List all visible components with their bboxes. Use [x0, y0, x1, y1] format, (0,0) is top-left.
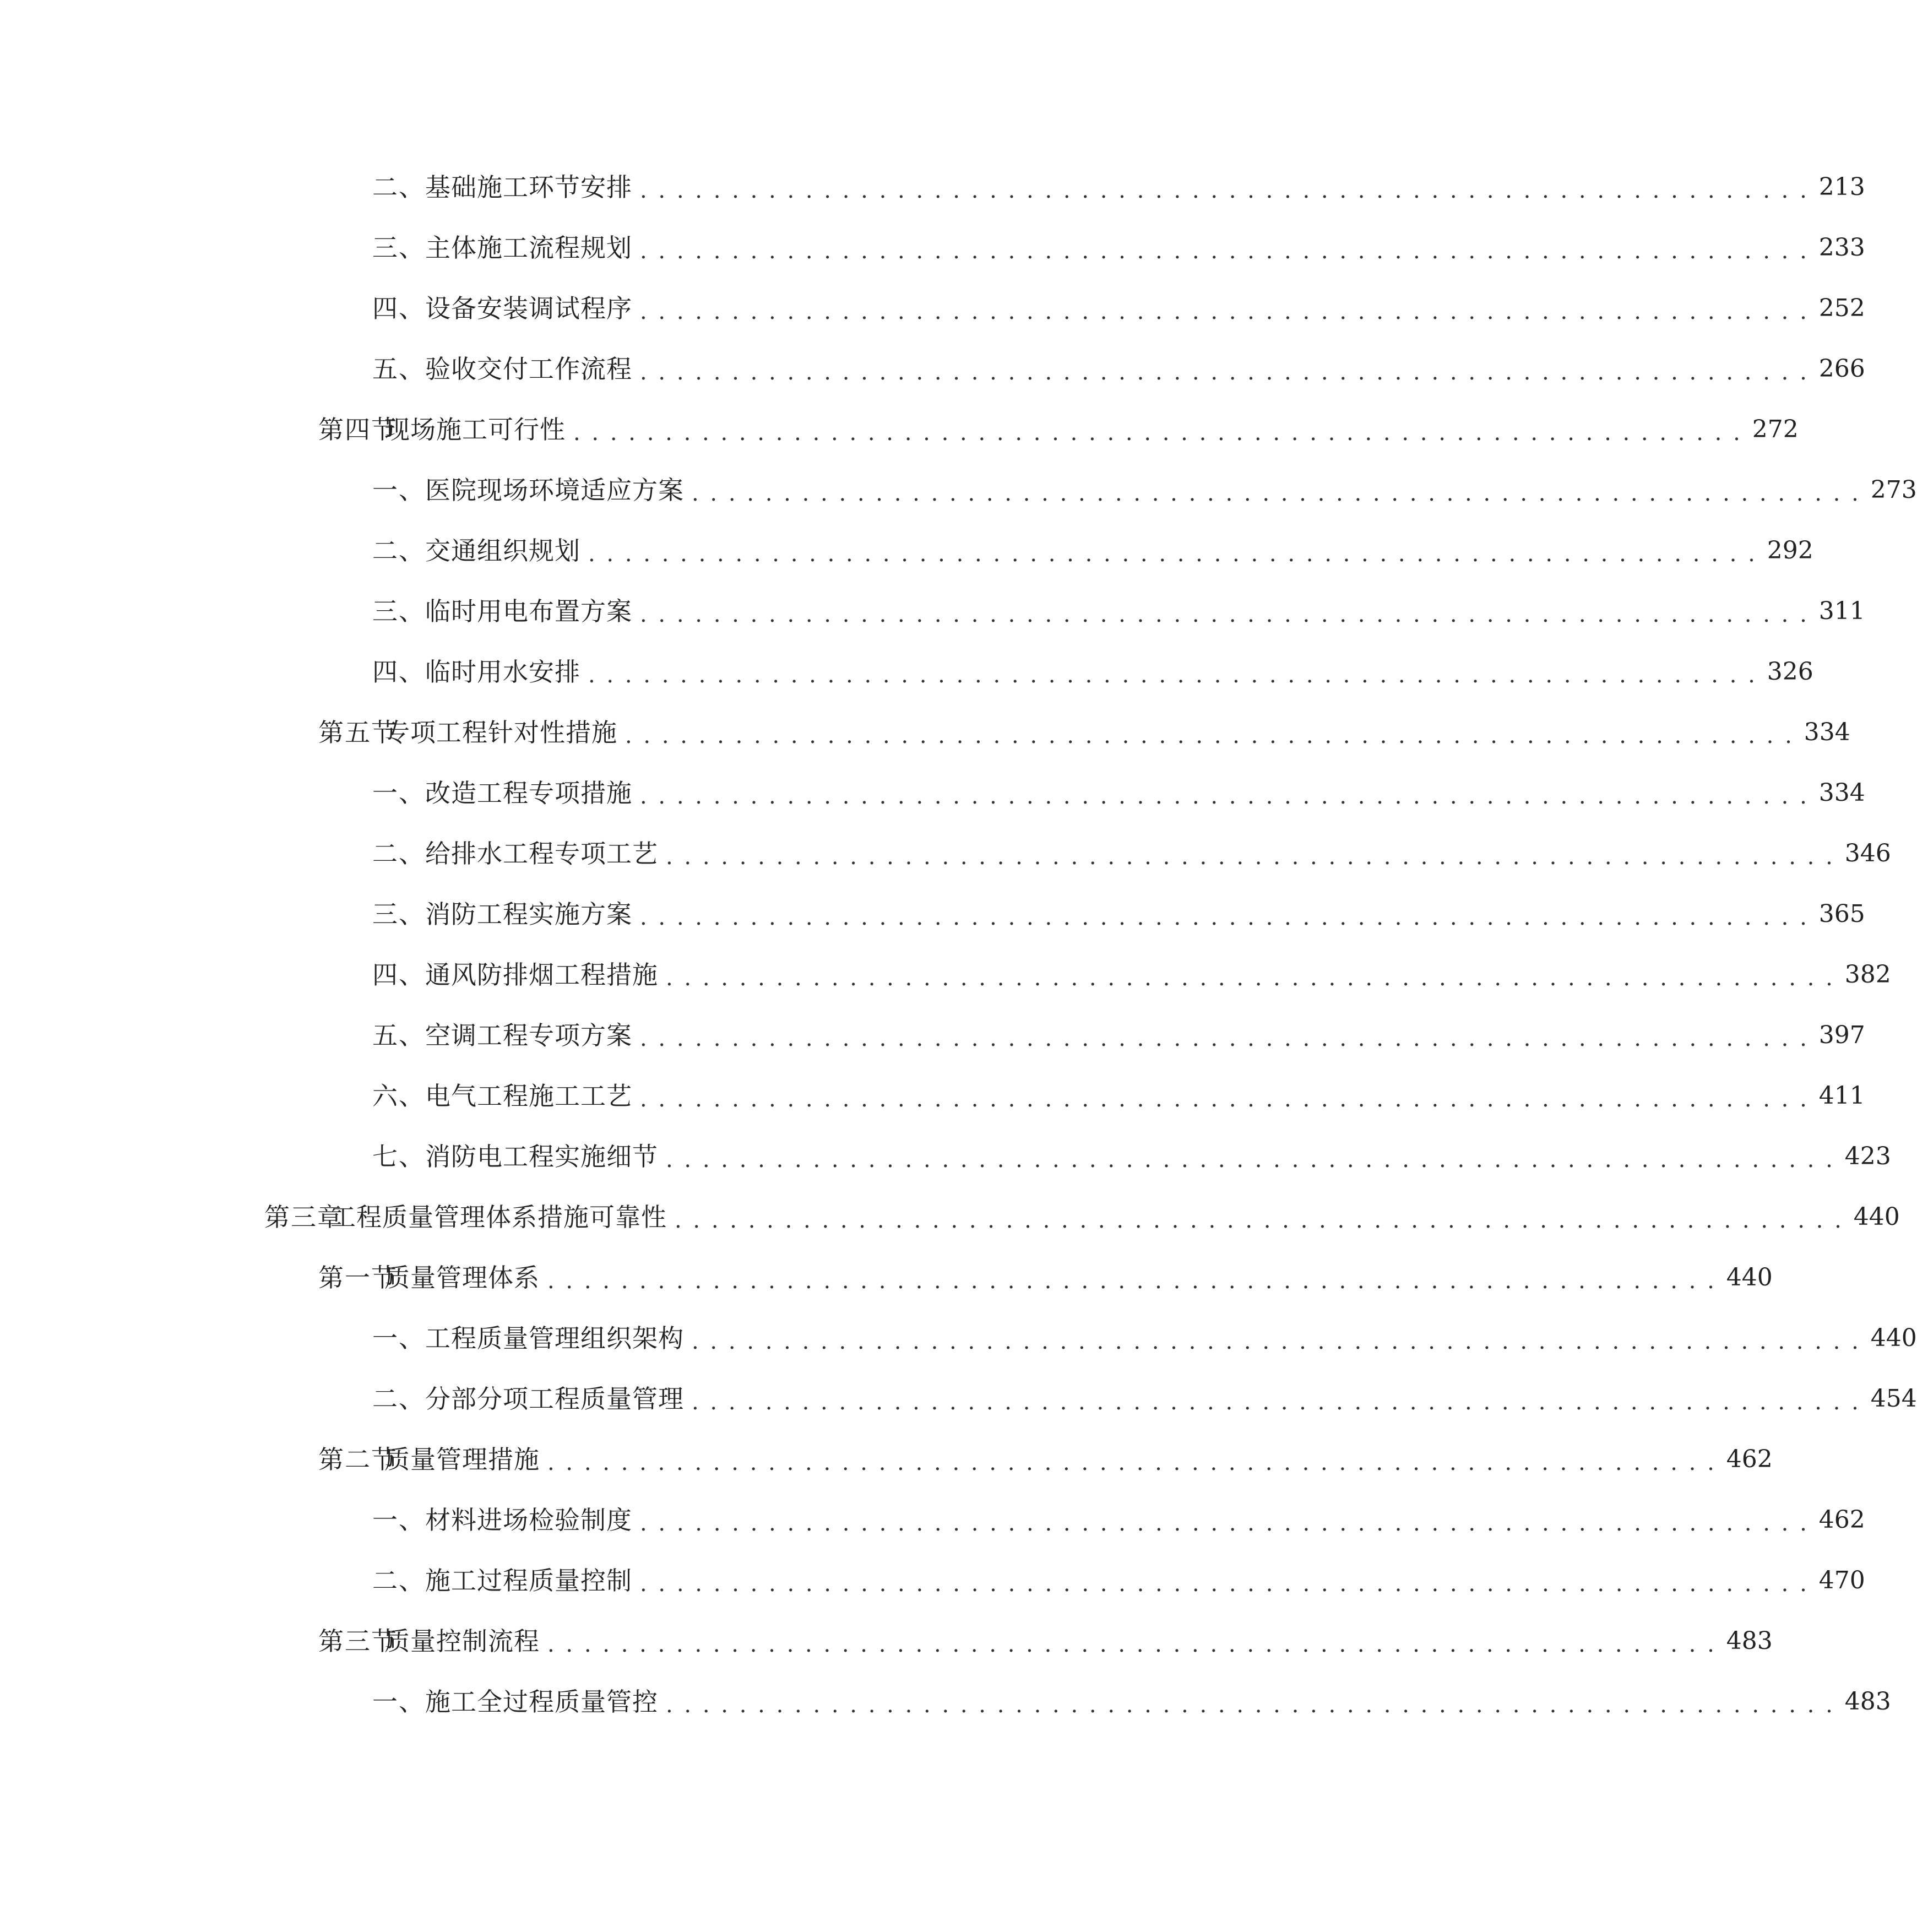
toc-entry-title: 基础施工环节安排 [425, 172, 632, 202]
toc-dot-leader: . . . . . . . . . . . . . . . . . . . . . . . . . . . . . . . . . . . . . . . . . . . . . . . . . . . . . . . . . . . . . . . . [640, 238, 1809, 264]
toc-entry[interactable] [0, 945, 1891, 1005]
toc-entry[interactable] [0, 218, 1865, 278]
toc-dot-leader: . . . . . . . . . . . . . . . . . . . . . . . . . . . . . . . . . . . . . . . . . . . . . . . . . . . . . . . . . . . . . . . . [640, 1026, 1809, 1051]
toc-dot-leader: . . . . . . . . . . . . . . . . . . . . . . . . . . . . . . . . . . . . . . . . . . . . . . . . . . . . . . . . . . . . . . . . [547, 1268, 1717, 1294]
toc-entry[interactable] [0, 1126, 1891, 1187]
toc-entry-title: 消防电工程实施细节 [425, 1142, 658, 1171]
toc-dot-leader: . . . . . . . . . . . . . . . . . . . . . . . . . . . . . . . . . . . . . . . . . . . . . . . . . . . . . . . . . . . . . . . . [675, 1208, 1844, 1233]
toc-entry-number: 二、 [372, 536, 425, 566]
toc-dot-leader: . . . . . . . . . . . . . . . . . . . . . . . . . . . . . . . . . . . . . . . . . . . . . . . . . . . . . . . . . . . . . . . . [640, 602, 1809, 627]
toc-dot-leader: . . . . . . . . . . . . . . . . . . . . . . . . . . . . . . . . . . . . . . . . . . . . . . . . . . . . . . . . . . . . . . . . [547, 1450, 1717, 1475]
toc-dot-leader: . . . . . . . . . . . . . . . . . . . . . . . . . . . . . . . . . . . . . . . . . . . . . . . . . . . . . . . . . . . . . . . . [692, 1329, 1861, 1354]
toc-entry[interactable] [0, 157, 1865, 218]
toc-entry-number: 一、 [372, 778, 425, 808]
toc-entry[interactable] [0, 1066, 1865, 1126]
toc-dot-leader: . . . . . . . . . . . . . . . . . . . . . . . . . . . . . . . . . . . . . . . . . . . . . . . . . . . . . . . . . . . . . . . . [640, 1511, 1809, 1536]
toc-entry-number: 三、 [372, 899, 425, 929]
toc-entry-title: 质量管理体系 [384, 1263, 540, 1293]
toc-entry-title: 给排水工程专项工艺 [425, 839, 658, 869]
toc-entry-page: 326 [1767, 658, 1813, 686]
toc-entry[interactable] [0, 1550, 1865, 1611]
toc-dot-leader: . . . . . . . . . . . . . . . . . . . . . . . . . . . . . . . . . . . . . . . . . . . . . . . . . . . . . . . . . . . . . . . . [666, 1147, 1835, 1173]
toc-entry-page: 483 [1726, 1627, 1773, 1655]
toc-entry[interactable] [0, 520, 1813, 581]
toc-entry[interactable] [0, 1490, 1865, 1550]
toc-entry-number: 第四节 [318, 415, 398, 444]
toc-dot-leader: . . . . . . . . . . . . . . . . . . . . . . . . . . . . . . . . . . . . . . . . . . . . . . . . . . . . . . . . . . . . . . . . [640, 784, 1809, 809]
toc-entry-page: 311 [1818, 597, 1865, 625]
toc-entry-number: 第五节 [318, 718, 398, 747]
toc-dot-leader: . . . . . . . . . . . . . . . . . . . . . . . . . . . . . . . . . . . . . . . . . . . . . . . . . . . . . . . . . . . . . . . . [547, 1632, 1717, 1657]
toc-entry[interactable] [0, 1671, 1891, 1732]
toc-entry-title: 现场施工可行性 [384, 415, 566, 444]
toc-entry-number: 五、 [372, 1021, 425, 1050]
toc-entry-number: 五、 [372, 354, 425, 384]
toc-entry-page: 252 [1818, 294, 1865, 322]
toc-entry-page: 411 [1818, 1082, 1865, 1110]
toc-entry[interactable] [0, 1308, 1917, 1369]
toc-dot-leader: . . . . . . . . . . . . . . . . . . . . . . . . . . . . . . . . . . . . . . . . . . . . . . . . . . . . . . . . . . . . . . . . [640, 178, 1809, 203]
toc-entry-page: 440 [1870, 1324, 1917, 1352]
toc-entry-page: 483 [1844, 1687, 1891, 1716]
toc-entry-title: 工程质量管理体系措施可靠性 [330, 1202, 667, 1232]
toc-entry-title: 空调工程专项方案 [425, 1021, 632, 1050]
toc-entry-number: 第三章 [264, 1202, 344, 1232]
toc-entry-title: 材料进场检验制度 [425, 1505, 632, 1535]
toc-dot-leader: . . . . . . . . . . . . . . . . . . . . . . . . . . . . . . . . . . . . . . . . . . . . . . . . . . . . . . . . . . . . . . . . [640, 1087, 1809, 1112]
toc-section-entry[interactable] [0, 1611, 1773, 1671]
toc-entry-title: 临时用电布置方案 [425, 596, 632, 626]
toc-entry-page: 462 [1726, 1445, 1773, 1473]
toc-entry-title: 专项工程针对性措施 [384, 718, 617, 747]
toc-entry-page: 272 [1752, 415, 1799, 443]
toc-entry-number: 四、 [372, 657, 425, 687]
toc-entry-number: 三、 [372, 596, 425, 626]
toc-section-entry[interactable] [0, 399, 1799, 460]
toc-entry-number: 一、 [372, 475, 425, 505]
toc-entry-page: 365 [1818, 900, 1865, 928]
table-of-contents [0, 157, 1917, 1732]
toc-entry-title: 改造工程专项措施 [425, 778, 632, 808]
toc-entry-title: 工程质量管理组织架构 [425, 1323, 684, 1353]
toc-entry-number: 一、 [372, 1687, 425, 1717]
toc-chapter-entry[interactable] [0, 1187, 1900, 1247]
toc-entry-number: 二、 [372, 1566, 425, 1595]
toc-dot-leader: . . . . . . . . . . . . . . . . . . . . . . . . . . . . . . . . . . . . . . . . . . . . . . . . . . . . . . . . . . . . . . . . [666, 1692, 1835, 1718]
toc-entry-page: 273 [1870, 476, 1917, 504]
toc-entry-page: 233 [1818, 234, 1865, 262]
toc-entry[interactable] [0, 278, 1865, 339]
toc-entry-title: 设备安装调试程序 [425, 294, 632, 323]
toc-entry-title: 消防工程实施方案 [425, 899, 632, 929]
toc-dot-leader: . . . . . . . . . . . . . . . . . . . . . . . . . . . . . . . . . . . . . . . . . . . . . . . . . . . . . . . . . . . . . . . . [666, 965, 1835, 991]
toc-entry-title: 施工过程质量控制 [425, 1566, 632, 1595]
toc-entry-title: 交通组织规划 [425, 536, 580, 566]
toc-entry-title: 分部分项工程质量管理 [425, 1384, 684, 1414]
toc-dot-leader: . . . . . . . . . . . . . . . . . . . . . . . . . . . . . . . . . . . . . . . . . . . . . . . . . . . . . . . . . . . . . . . . [692, 481, 1861, 506]
toc-entry-number: 第一节 [318, 1263, 398, 1293]
toc-dot-leader: . . . . . . . . . . . . . . . . . . . . . . . . . . . . . . . . . . . . . . . . . . . . . . . . . . . . . . . . . . . . . . . . [640, 1571, 1809, 1597]
toc-dot-leader: . . . . . . . . . . . . . . . . . . . . . . . . . . . . . . . . . . . . . . . . . . . . . . . . . . . . . . . . . . . . . . . . [640, 360, 1809, 385]
toc-entry-number: 六、 [372, 1081, 425, 1111]
toc-entry-page: 346 [1844, 839, 1891, 867]
toc-entry-title: 施工全过程质量管控 [425, 1687, 658, 1717]
toc-dot-leader: . . . . . . . . . . . . . . . . . . . . . . . . . . . . . . . . . . . . . . . . . . . . . . . . . . . . . . . . . . . . . . . . [640, 299, 1809, 324]
toc-entry-title: 电气工程施工工艺 [425, 1081, 632, 1111]
toc-entry-title: 通风防排烟工程措施 [425, 960, 658, 990]
toc-entry-number: 第三节 [318, 1626, 398, 1656]
toc-entry[interactable] [0, 884, 1865, 945]
toc-entry[interactable] [0, 823, 1891, 884]
toc-entry-number: 七、 [372, 1142, 425, 1171]
toc-dot-leader: . . . . . . . . . . . . . . . . . . . . . . . . . . . . . . . . . . . . . . . . . . . . . . . . . . . . . . . . . . . . . . . . [640, 905, 1809, 930]
toc-dot-leader: . . . . . . . . . . . . . . . . . . . . . . . . . . . . . . . . . . . . . . . . . . . . . . . . . . . . . . . . . . . . . . . . [588, 541, 1757, 567]
toc-entry[interactable] [0, 1005, 1865, 1066]
toc-entry-title: 验收交付工作流程 [425, 354, 632, 384]
toc-entry-number: 二、 [372, 839, 425, 869]
toc-entry-number: 一、 [372, 1505, 425, 1535]
toc-entry-title: 主体施工流程规划 [425, 233, 632, 263]
toc-entry-number: 第二节 [318, 1445, 398, 1474]
toc-entry-number: 二、 [372, 172, 425, 202]
toc-section-entry[interactable] [0, 1429, 1773, 1490]
toc-entry[interactable] [0, 339, 1865, 399]
toc-entry[interactable] [0, 460, 1917, 520]
toc-entry-page: 440 [1853, 1203, 1900, 1231]
toc-section-entry[interactable] [0, 702, 1850, 763]
toc-entry-title: 质量控制流程 [384, 1626, 540, 1656]
toc-entry-number: 四、 [372, 960, 425, 990]
toc-entry-page: 266 [1818, 355, 1865, 383]
toc-entry-page: 292 [1767, 536, 1813, 565]
toc-dot-leader: . . . . . . . . . . . . . . . . . . . . . . . . . . . . . . . . . . . . . . . . . . . . . . . . . . . . . . . . . . . . . . . . [666, 844, 1835, 870]
toc-entry-page: 382 [1844, 960, 1891, 989]
toc-entry-page: 440 [1726, 1263, 1773, 1291]
toc-entry-page: 462 [1818, 1506, 1865, 1534]
toc-entry-title: 医院现场环境适应方案 [425, 475, 684, 505]
toc-entry-number: 四、 [372, 294, 425, 323]
toc-section-entry[interactable] [0, 1247, 1773, 1308]
toc-entry-number: 三、 [372, 233, 425, 263]
toc-dot-leader: . . . . . . . . . . . . . . . . . . . . . . . . . . . . . . . . . . . . . . . . . . . . . . . . . . . . . . . . . . . . . . . . [573, 420, 1742, 446]
toc-entry[interactable] [0, 763, 1865, 823]
toc-entry-number: 一、 [372, 1323, 425, 1353]
toc-entry-page: 423 [1844, 1142, 1891, 1170]
toc-dot-leader: . . . . . . . . . . . . . . . . . . . . . . . . . . . . . . . . . . . . . . . . . . . . . . . . . . . . . . . . . . . . . . . . [625, 723, 1794, 748]
toc-entry-title: 临时用水安排 [425, 657, 580, 687]
toc-entry-page: 454 [1870, 1385, 1917, 1413]
toc-dot-leader: . . . . . . . . . . . . . . . . . . . . . . . . . . . . . . . . . . . . . . . . . . . . . . . . . . . . . . . . . . . . . . . . [692, 1390, 1861, 1415]
toc-entry[interactable] [0, 642, 1813, 702]
toc-entry-page: 397 [1818, 1021, 1865, 1049]
toc-entry-number: 二、 [372, 1384, 425, 1414]
toc-entry-page: 334 [1818, 779, 1865, 807]
toc-entry-page: 470 [1818, 1566, 1865, 1594]
toc-dot-leader: . . . . . . . . . . . . . . . . . . . . . . . . . . . . . . . . . . . . . . . . . . . . . . . . . . . . . . . . . . . . . . . . [588, 663, 1757, 688]
toc-entry[interactable] [0, 581, 1865, 642]
toc-entry-title: 质量管理措施 [384, 1445, 540, 1474]
toc-entry-page: 334 [1804, 718, 1850, 746]
toc-entry[interactable] [0, 1369, 1917, 1429]
toc-entry-page: 213 [1818, 173, 1865, 201]
